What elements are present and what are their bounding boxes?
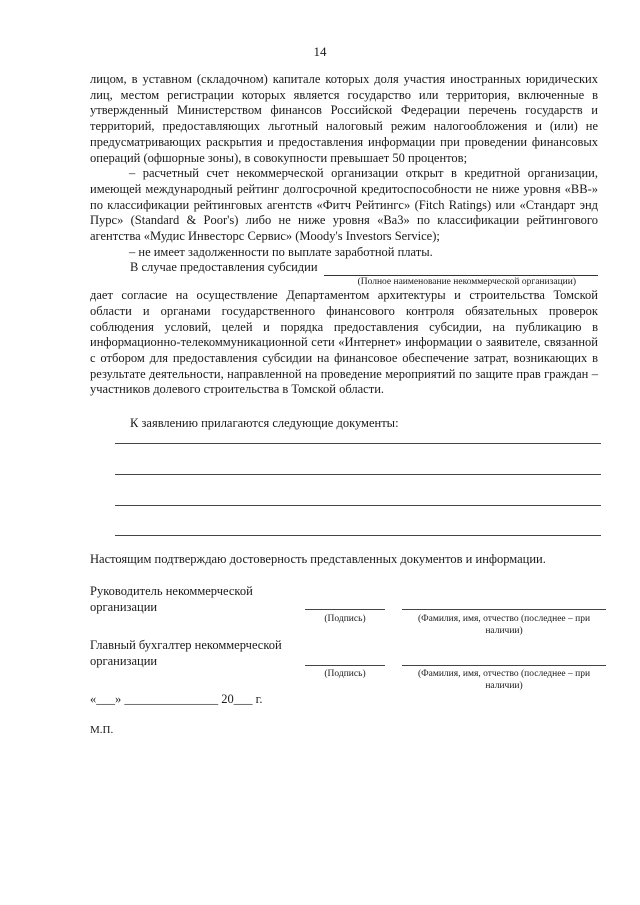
stamp-label: М.П.	[90, 724, 114, 736]
organization-name-field[interactable]	[324, 263, 598, 276]
paragraph-bank-rating: – расчетный счет некоммерческой организации открыт в кредитной организации, имеющей международный рейтинг долгосрочной кредитоспособности не ниже уровня «BB-» по классификации рейтинговых агентств «Фитч Рейтингс» (Fitch Ratings) или «Стандарт энд Пурс» (Standard & Poor's) либо не ниже уровня «Ba3» по классификации рейтингового агентства «Мудис Инвесторс Сервис» (Moody's Investors Service);	[90, 166, 598, 244]
attachment-line-2[interactable]	[115, 474, 601, 475]
date-field[interactable]: «___» _______________ 20___ г.	[90, 692, 263, 706]
page-number: 14	[313, 44, 327, 59]
attachment-line-1[interactable]	[115, 443, 601, 444]
director-name-field[interactable]	[402, 609, 606, 610]
paragraph-offshore: лицом, в уставном (складочном) капитале которых доля участия иностранных юридических лиц, местом регистрации которых является государство или территория, включенные в утвержденный Министерством финансов Российской Федерации перечень государств и территорий, предоставляющих льготный налоговый режим налогообложения и (или) не предусматривающих раскрытия и предоставления информации при проведении финансовых операций (офшорные зоны), в совокупности превышает 50 процентов;	[90, 72, 598, 165]
attachments-label: К заявлению прилагаются следующие документы:	[130, 416, 399, 430]
attachment-line-4[interactable]	[115, 535, 601, 536]
confirmation-statement: Настоящим подтверждаю достоверность представленных документов и информации.	[90, 552, 546, 566]
paragraph-no-wage-debt: – не имеет задолженности по выплате заработной платы.	[129, 244, 433, 259]
subsidy-line	[90, 260, 598, 276]
accountant-name-field[interactable]	[402, 665, 606, 666]
accountant-name-caption: (Фамилия, имя, отчество (последнее – при наличии)	[417, 669, 591, 691]
accountant-signature-field[interactable]	[305, 665, 385, 666]
document-body	[90, 72, 598, 398]
director-signature-caption: (Подпись)	[324, 614, 366, 624]
accountant-role-label: Главный бухгалтер некоммерческой организации	[90, 638, 282, 668]
director-name-caption: (Фамилия, имя, отчество (последнее – при наличии)	[417, 614, 591, 636]
paragraph-consent: дает согласие на осуществление Департаментом архитектуры и строительства Томской области и органами государственного финансового контроля обязательных проверок соблюдения условий, целей и порядка предоставления субсидии, на публикацию в информационно-телекоммуникационной сети «Интернет» информации о заявителе, связанной с отбором для предоставления субсидии на финансовое обеспечение затрат, возникающих в результате деятельности, направленной на проведение мероприятий по защите прав граждан – участников долевого строительства в Томской области.	[90, 288, 598, 397]
director-role-label: Руководитель некоммерческой организации	[90, 584, 253, 614]
attachment-line-3[interactable]	[115, 505, 601, 506]
accountant-signature-caption: (Подпись)	[324, 669, 366, 679]
director-signature-field[interactable]	[305, 609, 385, 610]
organization-name-caption: (Полное наименование некоммерческой организации)	[357, 277, 576, 288]
subsidy-lead-text: В случае предоставления субсидии	[130, 260, 318, 275]
